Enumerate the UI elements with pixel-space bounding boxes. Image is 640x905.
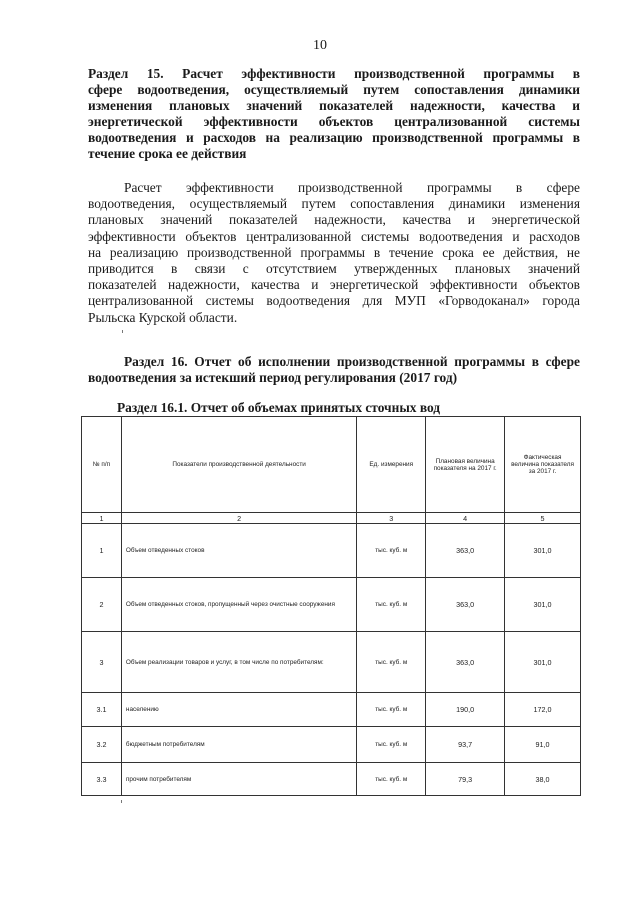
row-num: 3.3 bbox=[82, 763, 122, 796]
row-indicator: бюджетным потребителям bbox=[121, 727, 356, 763]
row-indicator: Объем отведенных стоков bbox=[121, 524, 356, 578]
table-row bbox=[82, 763, 581, 796]
row-planned: 190,0 bbox=[426, 693, 505, 727]
row-indicator: прочим потребителям bbox=[121, 763, 356, 796]
paragraph-line: плановых значений показателей надежности, качества и энергетической bbox=[88, 212, 580, 228]
row-planned: 363,0 bbox=[426, 524, 505, 578]
row-indicator: Объем отведенных стоков, пропущенный через очистные сооружения bbox=[121, 578, 356, 632]
paragraph-line: эффективности объектов централизованной системы водоотведения и расходов bbox=[88, 228, 580, 244]
row-unit: тыс. куб. м bbox=[357, 727, 426, 763]
header-unit: Ед. измерения bbox=[357, 417, 426, 513]
row-num: 3.2 bbox=[82, 727, 122, 763]
paragraph-line: приводится в связи с отсутствием утвержденных плановых значений bbox=[88, 261, 580, 277]
row-unit: тыс. куб. м bbox=[357, 632, 426, 693]
row-num: 1 bbox=[82, 524, 122, 578]
paragraph-line: Расчет эффективности производственной программы в сфере bbox=[124, 180, 580, 195]
section-15-heading-line: изменения плановых значений показателей надежности, качества и bbox=[88, 98, 580, 113]
table-row bbox=[82, 727, 581, 763]
table-row bbox=[82, 693, 581, 727]
section-16-heading bbox=[88, 354, 580, 386]
row-actual: 301,0 bbox=[505, 578, 581, 632]
scan-mark bbox=[121, 800, 122, 803]
section-15-heading-line: течение срока ее действия bbox=[88, 146, 247, 161]
page-number: 10 bbox=[313, 38, 327, 53]
row-planned: 79,3 bbox=[426, 763, 505, 796]
column-number: 4 bbox=[426, 513, 505, 524]
row-indicator: Объем реализации товаров и услуг, в том числе по потребителям: bbox=[121, 632, 356, 693]
row-planned: 363,0 bbox=[426, 578, 505, 632]
row-unit: тыс. куб. м bbox=[357, 524, 426, 578]
table-row bbox=[82, 524, 581, 578]
header-indicator: Показатели производственной деятельности bbox=[121, 417, 356, 513]
table-row bbox=[82, 632, 581, 693]
column-number: 1 bbox=[82, 513, 122, 524]
row-planned: 363,0 bbox=[426, 632, 505, 693]
table-row bbox=[82, 578, 581, 632]
row-actual: 91,0 bbox=[505, 727, 581, 763]
section-15-heading-line: водоотведения и расходов на реализацию производственной программы в bbox=[88, 130, 580, 145]
section-15-heading-line: Раздел 15. Расчет эффективности производственной программы в bbox=[88, 66, 580, 81]
header-num: № п/п bbox=[82, 417, 122, 513]
row-num: 3 bbox=[82, 632, 122, 693]
column-number: 5 bbox=[505, 513, 581, 524]
row-unit: тыс. куб. м bbox=[357, 693, 426, 727]
paragraph-line: водоотведения, осуществляемый путем сопоставления динамики изменения bbox=[88, 196, 580, 212]
row-unit: тыс. куб. м bbox=[357, 578, 426, 632]
column-number: 3 bbox=[357, 513, 426, 524]
column-number: 2 bbox=[121, 513, 356, 524]
table-header-row bbox=[82, 417, 581, 513]
section-15-heading bbox=[88, 66, 580, 162]
paragraph-line: централизованной системы водоотведения для МУП «Горводоканал» города bbox=[88, 293, 580, 309]
row-indicator: населению bbox=[121, 693, 356, 727]
section-16-heading-line: водоотведения за истекший период регулирования (2017 год) bbox=[88, 370, 458, 385]
header-actual: Фактическая величина показателя за 2017 г. bbox=[505, 417, 581, 513]
row-num: 3.1 bbox=[82, 693, 122, 727]
header-planned: Плановая величина показателя на 2017 г. bbox=[426, 417, 505, 513]
section-16-1-heading: Раздел 16.1. Отчет об объемах принятых сточных вод bbox=[117, 400, 441, 415]
paragraph-line: Рыльска Курской области. bbox=[88, 309, 238, 325]
row-num: 2 bbox=[82, 578, 122, 632]
row-actual: 301,0 bbox=[505, 632, 581, 693]
row-actual: 301,0 bbox=[505, 524, 581, 578]
row-planned: 93,7 bbox=[426, 727, 505, 763]
paragraph-line: показателей надежности, качества и энергетической эффективности объектов bbox=[88, 277, 580, 293]
column-numbers-row bbox=[82, 513, 581, 524]
paragraph-line: на реализацию производственной программы в течение срока ее действия, не bbox=[88, 244, 580, 260]
section-16-heading-line: Раздел 16. Отчет об исполнении производственной программы в сфере bbox=[124, 354, 580, 369]
row-actual: 38,0 bbox=[505, 763, 581, 796]
section-15-paragraph bbox=[88, 180, 580, 326]
wastewater-volume-table bbox=[81, 416, 581, 796]
scan-mark bbox=[122, 330, 123, 333]
row-actual: 172,0 bbox=[505, 693, 581, 727]
row-unit: тыс. куб. м bbox=[357, 763, 426, 796]
section-15-heading-line: сфере водоотведения, осуществляемый путем сопоставления динамики bbox=[88, 82, 580, 97]
section-15-heading-line: энергетической эффективности объектов централизованной системы bbox=[88, 114, 580, 129]
